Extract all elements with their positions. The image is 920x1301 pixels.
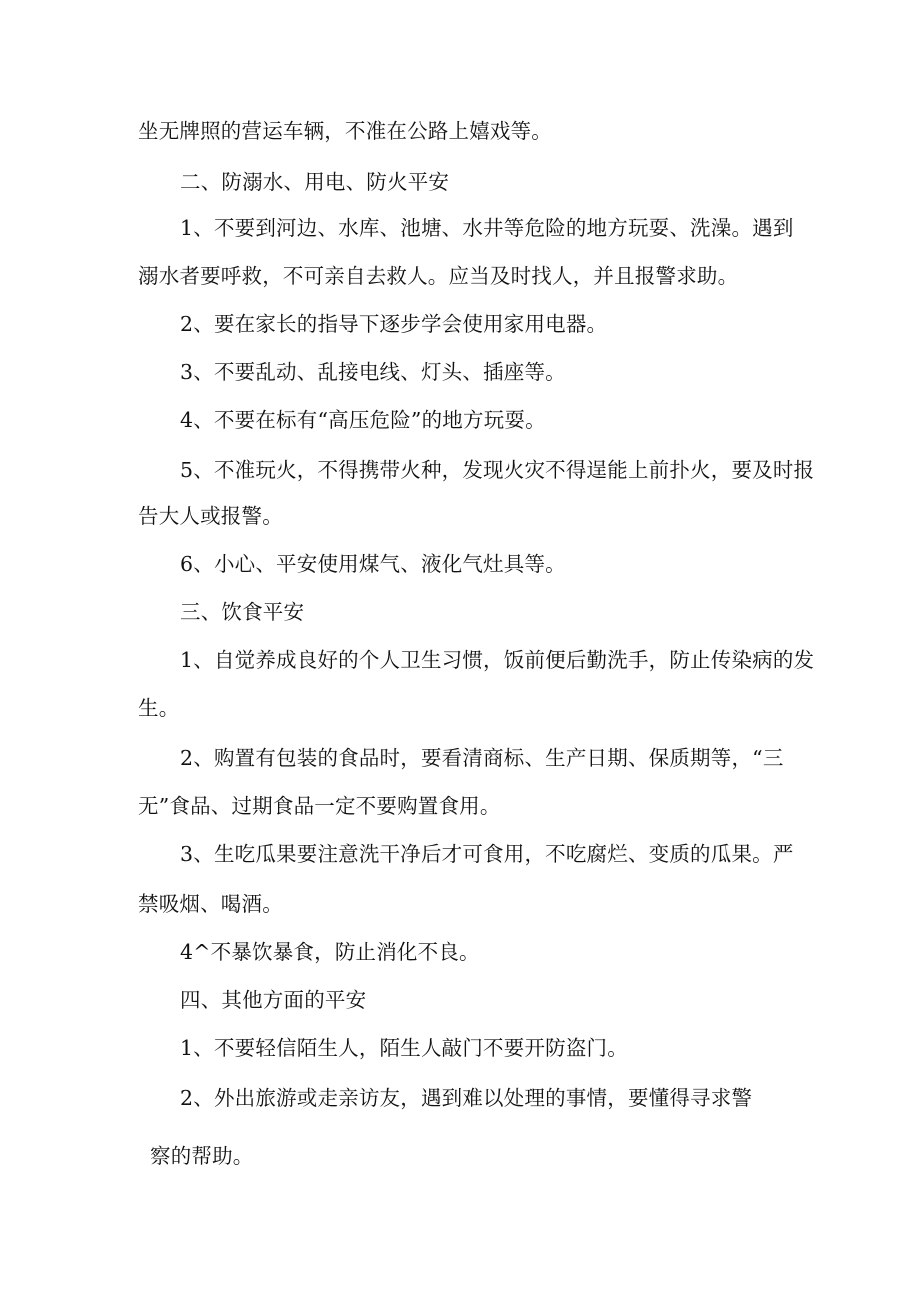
- section-heading-4: 四、其他方面的平安: [180, 988, 367, 1012]
- list-item-3-1-continuation: 生。: [138, 696, 180, 720]
- list-item-2-1: 1、不要到河边、水库、池塘、水井等危险的地方玩耍、洗澡。遇到: [180, 216, 794, 240]
- list-item-3-4: 4^不暴饮暴食，防止消化不良。: [180, 940, 480, 964]
- list-item-2-5-continuation: 告大人或报警。: [138, 504, 283, 528]
- list-item-2-3: 3、不要乱动、乱接电线、灯头、插座等。: [180, 360, 566, 384]
- list-item-4-2-continuation: 察的帮助。: [150, 1144, 254, 1168]
- list-item-2-4: 4、不要在标有“高压危险”的地方玩耍。: [180, 408, 546, 432]
- paragraph-continuation: 坐无牌照的营运车辆，不准在公路上嬉戏等。: [138, 119, 552, 143]
- list-item-2-1-continuation: 溺水者要呼救，不可亲自去救人。应当及时找人，并且报警求助。: [138, 264, 739, 288]
- section-heading-3: 三、饮食平安: [180, 600, 305, 624]
- section-heading-2: 二、防溺水、用电、防火平安: [180, 170, 450, 194]
- list-item-4-2: 2、外出旅游或走亲访友，遇到难以处理的事情，要懂得寻求警: [180, 1086, 753, 1110]
- list-item-4-1: 1、不要轻信陌生人，陌生人敲门不要开防盗门。: [180, 1036, 628, 1060]
- list-item-3-3-continuation: 禁吸烟、喝酒。: [138, 892, 283, 916]
- list-item-3-1: 1、自觉养成良好的个人卫生习惯，饭前便后勤洗手，防止传染病的发: [180, 648, 815, 672]
- list-item-3-3: 3、生吃瓜果要注意洗干净后才可食用，不吃腐烂、变质的瓜果。严: [180, 842, 794, 866]
- list-item-3-2-continuation: 无”食品、过期食品一定不要购置食用。: [138, 794, 501, 818]
- list-item-2-2: 2、要在家长的指导下逐步学会使用家用电器。: [180, 312, 608, 336]
- list-item-2-5: 5、不准玩火，不得携带火种，发现火灾不得逞能上前扑火，要及时报: [180, 458, 815, 482]
- list-item-2-6: 6、小心、平安使用煤气、液化气灶具等。: [180, 552, 566, 576]
- list-item-3-2: 2、购置有包装的食品时，要看清商标、生产日期、保质期等，“三: [180, 746, 784, 770]
